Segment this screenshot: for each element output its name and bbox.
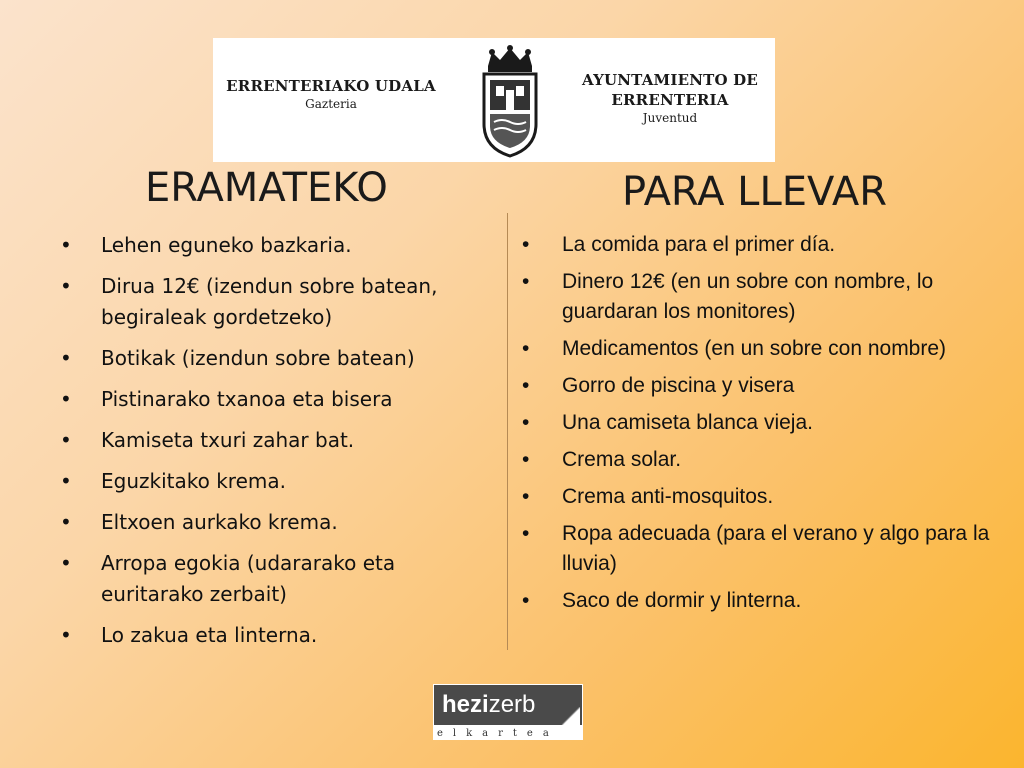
brand-light: zerb bbox=[488, 691, 536, 718]
list-item: • Una camiseta blanca vieja. bbox=[522, 408, 1022, 438]
org-left bbox=[221, 76, 441, 112]
left-item-list bbox=[60, 230, 500, 661]
footer-brand bbox=[442, 691, 535, 719]
footer-logo-panel bbox=[434, 685, 582, 725]
list-item: • Dinero 12€ (en un sobre con nombre, lo guardaran los monitores) bbox=[522, 267, 1022, 327]
list-item: • Crema solar. bbox=[522, 445, 1022, 475]
folded-corner-icon bbox=[560, 707, 580, 725]
right-column-title: PARA LLEVAR bbox=[622, 169, 887, 215]
right-org-name-1: AYUNTAMIENTO DE bbox=[581, 71, 759, 89]
left-column-title: ERAMATEKO bbox=[145, 165, 388, 211]
list-item: • Saco de dormir y linterna. bbox=[522, 586, 1022, 616]
list-item: • Kamiseta txuri zahar bat. bbox=[60, 425, 500, 456]
list-item: • Eguzkitako krema. bbox=[60, 466, 500, 497]
list-item: • Crema anti-mosquitos. bbox=[522, 482, 1022, 512]
footer-subtitle: elkartea bbox=[437, 728, 559, 739]
right-org-sub: Juventud bbox=[642, 111, 698, 125]
list-item: • Dirua 12€ (izendun sobre batean, begiraleak gordetzeko) bbox=[60, 271, 500, 333]
list-item: • Arropa egokia (udararako eta euritarako zerbait) bbox=[60, 548, 500, 610]
header-banner bbox=[213, 38, 775, 162]
left-org-sub: Gazteria bbox=[305, 97, 357, 111]
list-item: • Lehen eguneko bazkaria. bbox=[60, 230, 500, 261]
list-item: • Medicamentos (en un sobre con nombre) bbox=[522, 334, 1022, 364]
list-item: • Botikak (izendun sobre batean) bbox=[60, 343, 500, 374]
right-org-name-2: ERRENTERIA bbox=[611, 91, 729, 109]
footer-logo bbox=[433, 684, 583, 740]
org-right bbox=[565, 70, 775, 126]
coat-of-arms-icon bbox=[478, 44, 542, 158]
column-divider bbox=[507, 213, 508, 650]
list-item: • La comida para el primer día. bbox=[522, 230, 1022, 260]
list-item: • Gorro de piscina y visera bbox=[522, 371, 1022, 401]
brand-bold: hezi bbox=[442, 691, 489, 718]
list-item: • Pistinarako txanoa eta bisera bbox=[60, 384, 500, 415]
right-item-list bbox=[522, 230, 1022, 623]
list-item: • Ropa adecuada (para el verano y algo para la lluvia) bbox=[522, 519, 1022, 579]
list-item: • Lo zakua eta linterna. bbox=[60, 620, 500, 651]
list-item: • Eltxoen aurkako krema. bbox=[60, 507, 500, 538]
left-org-name: ERRENTERIAKO UDALA bbox=[226, 77, 436, 95]
